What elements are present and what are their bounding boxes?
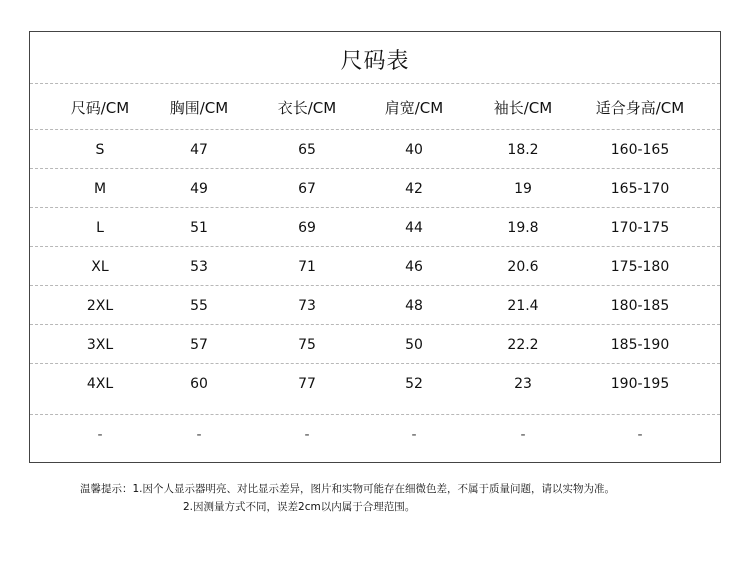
- table-header-row: [30, 83, 720, 130]
- warm-tip-note-1: 温馨提示：1.因个人显示器明亮、对比显示差异，图片和实物可能存在细微色差，不属于质量问题，请以实物为准。: [80, 483, 616, 495]
- table-row-2xl: [30, 285, 720, 325]
- warm-tip-note-2: 2.因测量方式不同，误差2cm以内属于合理范围。: [183, 501, 416, 513]
- header-size: 尺码/CM: [70, 98, 130, 117]
- cell-length: 73: [298, 297, 316, 314]
- cell-shoulder: 46: [405, 258, 423, 275]
- cell-length: 67: [298, 180, 316, 197]
- cell-size: 4XL: [86, 375, 114, 392]
- cell-size: -: [97, 426, 103, 443]
- table-row-empty: [30, 414, 720, 454]
- cell-chest: -: [196, 426, 202, 443]
- cell-shoulder: 48: [405, 297, 423, 314]
- cell-sleeve: 23: [514, 375, 532, 392]
- cell-chest: 47: [190, 141, 208, 158]
- cell-sleeve: 21.4: [507, 297, 539, 314]
- cell-chest: 49: [190, 180, 208, 197]
- cell-height: 160-165: [610, 141, 670, 158]
- cell-shoulder: 42: [405, 180, 423, 197]
- cell-sleeve: 20.6: [507, 258, 539, 275]
- cell-sleeve: 19.8: [507, 219, 539, 236]
- cell-size: S: [95, 141, 105, 158]
- table-title: 尺码表: [340, 49, 410, 74]
- cell-size: XL: [91, 258, 109, 275]
- cell-height: 165-170: [610, 180, 670, 197]
- cell-shoulder: 52: [405, 375, 423, 392]
- cell-length: 65: [298, 141, 316, 158]
- cell-size: 3XL: [86, 336, 114, 353]
- cell-shoulder: 40: [405, 141, 423, 158]
- cell-height: 180-185: [610, 297, 670, 314]
- cell-length: -: [304, 426, 310, 443]
- cell-height: 190-195: [610, 375, 670, 392]
- cell-shoulder: -: [411, 426, 417, 443]
- cell-shoulder: 44: [405, 219, 423, 236]
- cell-height: 175-180: [610, 258, 670, 275]
- header-chest: 胸围/CM: [169, 98, 229, 117]
- cell-height: -: [637, 426, 643, 443]
- table-row-s: [30, 129, 720, 169]
- cell-chest: 57: [190, 336, 208, 353]
- cell-chest: 53: [190, 258, 208, 275]
- table-row-xl: [30, 246, 720, 286]
- header-length: 衣长/CM: [277, 98, 337, 117]
- cell-length: 69: [298, 219, 316, 236]
- cell-sleeve: -: [520, 426, 526, 443]
- cell-size: L: [96, 219, 104, 236]
- header-sleeve: 袖长/CM: [493, 98, 553, 117]
- table-row-m: [30, 168, 720, 208]
- cell-shoulder: 50: [405, 336, 423, 353]
- cell-chest: 55: [190, 297, 208, 314]
- cell-chest: 60: [190, 375, 208, 392]
- cell-height: 185-190: [610, 336, 670, 353]
- cell-sleeve: 18.2: [507, 141, 539, 158]
- cell-sleeve: 19: [514, 180, 532, 197]
- cell-length: 71: [298, 258, 316, 275]
- table-row-l: [30, 207, 720, 247]
- size-chart-table: [29, 31, 721, 463]
- cell-sleeve: 22.2: [507, 336, 539, 353]
- cell-length: 75: [298, 336, 316, 353]
- table-row-3xl: [30, 324, 720, 364]
- cell-height: 170-175: [610, 219, 670, 236]
- header-shoulder: 肩宽/CM: [384, 98, 444, 117]
- cell-chest: 51: [190, 219, 208, 236]
- header-height: 适合身高/CM: [595, 98, 685, 117]
- cell-size: M: [93, 180, 107, 197]
- table-row-4xl: [30, 363, 720, 403]
- cell-size: 2XL: [86, 297, 114, 314]
- cell-length: 77: [298, 375, 316, 392]
